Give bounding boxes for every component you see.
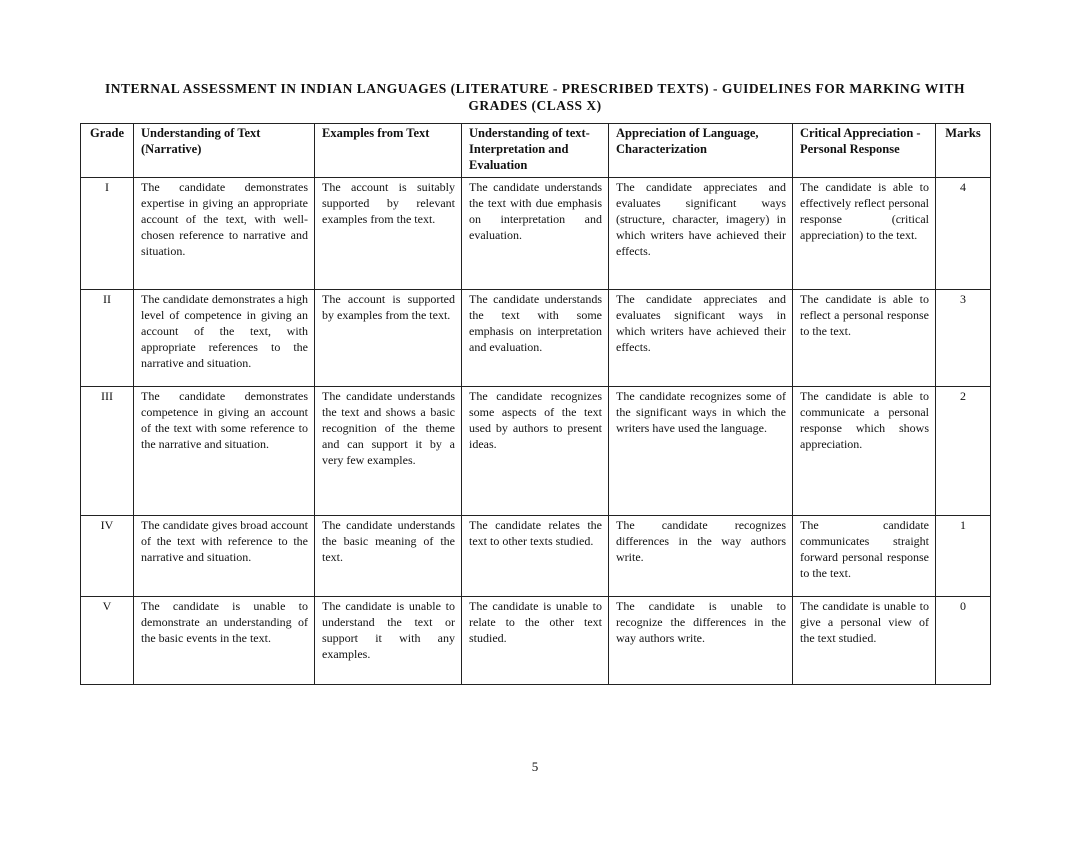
cell-grade: III xyxy=(81,387,134,516)
cell-appreciation: The candidate appreciates and evaluates significant ways (structure, character, imagery) in which writers have achieved their effects. xyxy=(609,178,793,290)
cell-appreciation: The candidate recognizes some of the significant ways in which the writers have used the language. xyxy=(609,387,793,516)
cell-interpretation: The candidate relates the text to other texts studied. xyxy=(462,516,609,597)
cell-critical: The candidate communicates straight forward personal response to the text. xyxy=(793,516,936,597)
cell-marks: 4 xyxy=(936,178,991,290)
cell-narrative: The candidate demonstrates a high level of competence in giving an account of the text, with appropriate references to the narrative and situation. xyxy=(134,290,315,387)
cell-grade: V xyxy=(81,597,134,685)
cell-narrative: The candidate is unable to demonstrate an understanding of the basic events in the text. xyxy=(134,597,315,685)
page-number: 5 xyxy=(531,759,539,774)
cell-critical: The candidate is able to reflect a personal response to the text. xyxy=(793,290,936,387)
cell-grade: IV xyxy=(81,516,134,597)
header-interpretation: Understanding of text- Interpretation and Evaluation xyxy=(462,124,609,178)
table-row xyxy=(81,387,991,516)
cell-critical: The candidate is able to effectively reflect personal response (critical appreciation) to the text. xyxy=(793,178,936,290)
header-appreciation: Appreciation of Language, Characterization xyxy=(609,124,793,178)
table-row xyxy=(81,516,991,597)
header-narrative: Understanding of Text (Narrative) xyxy=(134,124,315,178)
document-title: INTERNAL ASSESSMENT IN INDIAN LANGUAGES (LITERATURE - PRESCRIBED TEXTS) - GUIDELINES FOR MARKING WITH GRADES (CLASS X) xyxy=(104,81,966,113)
cell-examples: The candidate understands the basic meaning of the text. xyxy=(315,516,462,597)
header-critical: Critical Appreciation -Personal Response xyxy=(793,124,936,178)
header-examples: Examples from Text xyxy=(315,124,462,178)
cell-marks: 1 xyxy=(936,516,991,597)
cell-examples: The candidate understands the text and shows a basic recognition of the theme and can support it by a very few examples. xyxy=(315,387,462,516)
cell-marks: 3 xyxy=(936,290,991,387)
cell-marks: 0 xyxy=(936,597,991,685)
cell-interpretation: The candidate understands the text with due emphasis on interpretation and evaluation. xyxy=(462,178,609,290)
cell-critical: The candidate is able to communicate a personal response which shows appreciation. xyxy=(793,387,936,516)
header-grade: Grade xyxy=(81,124,134,178)
cell-narrative: The candidate gives broad account of the text with reference to the narrative and situation. xyxy=(134,516,315,597)
table-row xyxy=(81,290,991,387)
header-marks: Marks xyxy=(936,124,991,178)
cell-interpretation: The candidate recognizes some aspects of the text used by authors to present ideas. xyxy=(462,387,609,516)
cell-interpretation: The candidate understands the text with some emphasis on interpretation and evaluation. xyxy=(462,290,609,387)
cell-marks: 2 xyxy=(936,387,991,516)
cell-appreciation: The candidate is unable to recognize the differences in the way authors write. xyxy=(609,597,793,685)
cell-appreciation: The candidate appreciates and evaluates significant ways in which writers have achieved their effects. xyxy=(609,290,793,387)
table-row xyxy=(81,178,991,290)
cell-interpretation: The candidate is unable to relate to the other text studied. xyxy=(462,597,609,685)
marking-guidelines-table xyxy=(80,123,991,685)
cell-appreciation: The candidate recognizes differences in the way authors write. xyxy=(609,516,793,597)
cell-narrative: The candidate demonstrates expertise in giving an appropriate account of the text, with well-chosen reference to narrative and situation. xyxy=(134,178,315,290)
cell-examples: The candidate is unable to understand the text or support it with any examples. xyxy=(315,597,462,685)
cell-examples: The account is supported by examples from the text. xyxy=(315,290,462,387)
cell-narrative: The candidate demonstrates competence in giving an account of the text with some reference to the narrative and situation. xyxy=(134,387,315,516)
header-row xyxy=(81,124,991,178)
cell-examples: The account is suitably supported by relevant examples from the text. xyxy=(315,178,462,290)
cell-critical: The candidate is unable to give a personal view of the text studied. xyxy=(793,597,936,685)
cell-grade: II xyxy=(81,290,134,387)
cell-grade: I xyxy=(81,178,134,290)
table-row xyxy=(81,597,991,685)
